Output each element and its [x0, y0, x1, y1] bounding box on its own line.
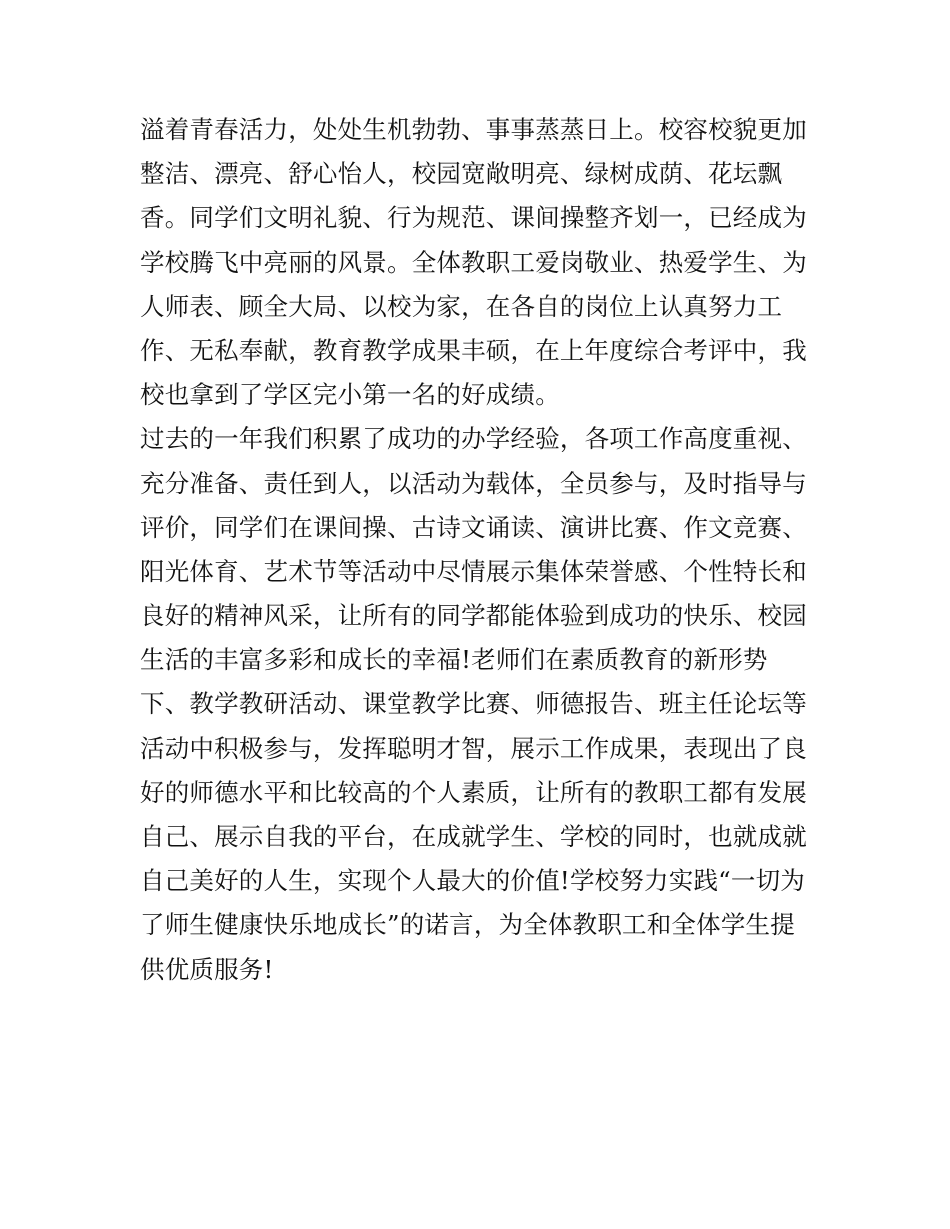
text-line-2: 整洁、漂亮、舒心怡人，校园宽敞明亮、绿树成荫、花坛飘: [140, 159, 783, 189]
text-line-11: 阳光体育、艺术节等活动中尽情展示集体荣誉感、个性特长和: [140, 556, 807, 586]
text-line-1: 溢着青春活力，处处生机勃勃、事事蒸蒸日上。校容校貌更加: [140, 115, 807, 144]
text-line-10: 评价，同学们在课间操、古诗文诵读、演讲比赛、作文竞赛、: [140, 512, 807, 542]
text-line-9: 充分准备、责任到人，以活动为载体，全员参与，及时指导与: [140, 468, 807, 498]
text-line-12: 良好的精神风采，让所有的同学都能体验到成功的快乐、校园: [140, 601, 807, 631]
text-line-6: 作、无私奉献，教育教学成果丰硕，在上年度综合考评中，我: [140, 335, 807, 365]
text-line-18: 自己美好的人生，实现个人最大的价值!学校努力实践“一切为: [140, 866, 805, 896]
body-text: [140, 108, 840, 992]
text-line-16: 好的师德水平和比较高的个人素质，让所有的教职工都有发展: [140, 777, 807, 807]
text-line-5: 人师表、顾全大局、以校为家，在各自的岗位上认真努力工: [140, 291, 783, 321]
text-line-8: 过去的一年我们积累了成功的办学经验，各项工作高度重视、: [140, 424, 807, 454]
text-line-14: 下、教学教研活动、课堂教学比赛、师德报告、班主任论坛等: [140, 689, 807, 719]
text-line-15: 活动中积极参与，发挥聪明才智，展示工作成果，表现出了良: [140, 733, 807, 763]
text-line-19: 了师生健康快乐地成长”的诺言，为全体教职工和全体学生提: [140, 910, 795, 940]
text-line-4: 学校腾飞中亮丽的风景。全体教职工爱岗敬业、热爱学生、为: [140, 247, 807, 277]
text-line-3: 香。同学们文明礼貌、行为规范、课间操整齐划一，已经成为: [140, 203, 807, 233]
text-line-17: 自己、展示自我的平台，在成就学生、学校的同时，也就成就: [140, 822, 807, 851]
text-line-13: 生活的丰富多彩和成长的幸福!老师们在素质教育的新形势: [140, 645, 768, 675]
text-line-7: 校也拿到了学区完小第一名的好成绩。: [140, 380, 560, 410]
text-line-20: 供优质服务!: [140, 954, 274, 984]
